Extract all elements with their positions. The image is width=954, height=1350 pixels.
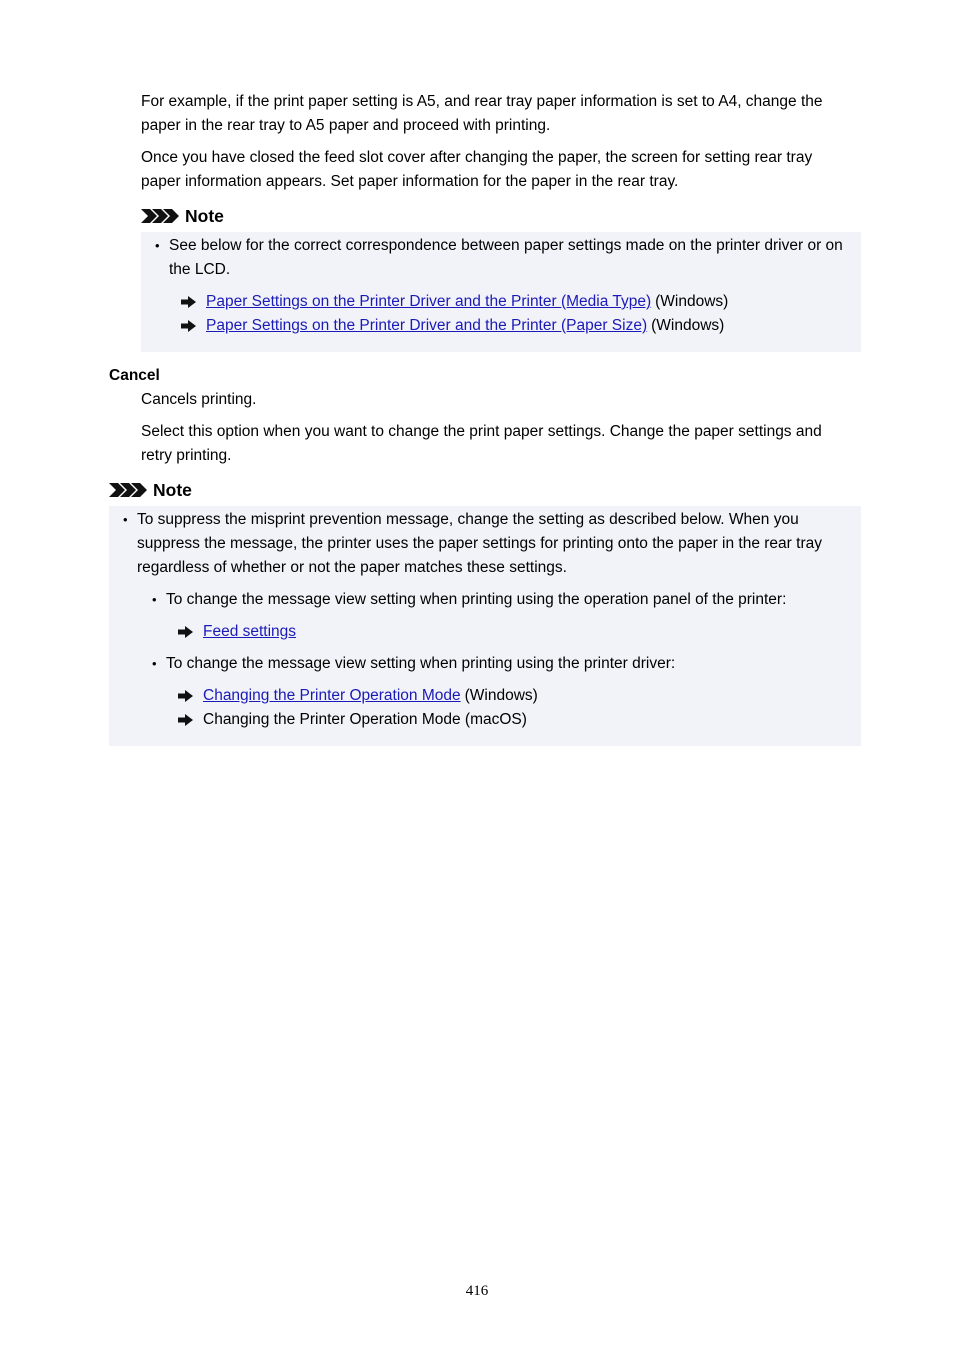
cancel-paragraph-1: Cancels printing.: [141, 391, 257, 408]
bullet: •: [152, 592, 157, 607]
bullet: •: [123, 512, 128, 527]
link-operation-mode[interactable]: Changing the Printer Operation Mode: [203, 687, 461, 704]
link-feed-settings[interactable]: Feed settings: [203, 623, 297, 640]
link-row-feed-settings: [178, 620, 296, 644]
note-box-1: [141, 232, 861, 352]
intro-paragraph-1: For example, if the print paper setting is A5, and rear tray paper information is set to A4, change the paper in the rear tray to A5 paper and proceed with printing.: [141, 93, 823, 134]
arrow-right-icon: [181, 320, 196, 332]
triple-chevron-icon: [141, 208, 181, 224]
link-row-operation-mode-windows: [178, 684, 538, 708]
link-media-type[interactable]: Paper Settings on the Printer Driver and the Printer (Media Type): [206, 293, 652, 310]
arrow-right-icon: [178, 714, 193, 726]
term-cancel: Cancel: [109, 367, 160, 384]
triple-chevron-icon: [109, 482, 149, 498]
bullet: •: [152, 656, 157, 671]
arrow-right-icon: [181, 296, 196, 308]
note-title: Note: [153, 480, 192, 500]
note-title: Note: [185, 206, 224, 226]
note-box-2: [109, 506, 861, 746]
cancel-paragraph-2: Select this option when you want to change the print paper settings. Change the paper settings and retry printing.: [141, 423, 822, 464]
page-number: 416: [465, 1283, 489, 1299]
note-heading-2: [109, 479, 192, 501]
link-suffix: (Windows): [655, 293, 729, 310]
arrow-right-icon: [178, 626, 193, 638]
link-paper-size[interactable]: Paper Settings on the Printer Driver and the Printer (Paper Size): [206, 317, 648, 334]
link-suffix: (Windows): [651, 317, 725, 334]
note-2-text: To suppress the misprint prevention message, change the setting as described below. When you suppress the message, the printer uses the paper settings for printing onto the paper in the rear tray regardless of whether or not the paper matches these settings.: [137, 511, 822, 576]
bullet: •: [155, 238, 160, 253]
operation-mode-macos-text: Changing the Printer Operation Mode (macOS): [203, 711, 527, 728]
link-suffix: (Windows): [464, 687, 538, 704]
note-heading-1: [141, 205, 224, 227]
link-row-paper-size: [181, 314, 724, 338]
intro-paragraph-2: Once you have closed the feed slot cover after changing the paper, the screen for setting rear tray paper information appears. Set paper information for the paper in the rear tray.: [141, 149, 813, 190]
row-operation-mode-macos: [178, 708, 527, 732]
sub-bullet-operation-panel: To change the message view setting when printing using the operation panel of the printer:: [166, 591, 787, 608]
sub-bullet-printer-driver: To change the message view setting when printing using the printer driver:: [166, 655, 676, 672]
link-row-media-type: [181, 290, 728, 314]
arrow-right-icon: [178, 690, 193, 702]
note-1-text: See below for the correct correspondence between paper settings made on the printer driver or on the LCD.: [169, 237, 843, 278]
